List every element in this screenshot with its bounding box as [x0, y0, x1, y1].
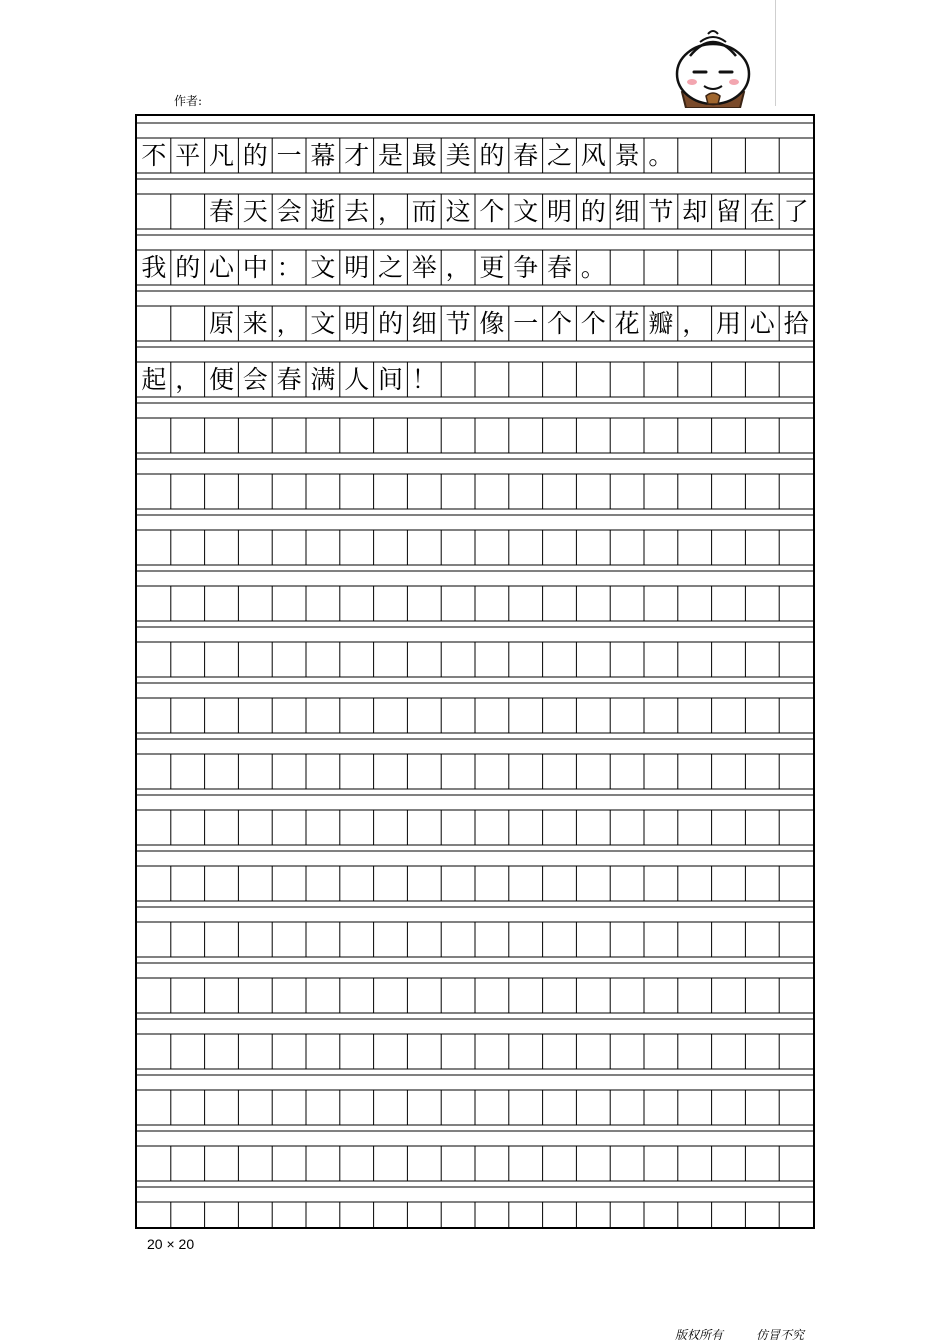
grid-character: 春: [546, 253, 572, 282]
grid-character: ：: [276, 253, 302, 282]
grid-character: 中: [242, 253, 268, 282]
grid-character: 拾: [783, 309, 809, 338]
grid-character: 春: [208, 197, 234, 226]
footer-warning: 仿冒不究: [756, 1328, 805, 1342]
grid-character: 天: [242, 197, 268, 226]
grid-character: 。: [648, 141, 674, 170]
grid-size-label: 20 × 20: [147, 1236, 195, 1252]
grid-character: 的: [580, 197, 606, 226]
grid-character: 举: [411, 253, 437, 282]
grid-character: 春: [276, 365, 302, 394]
grid-character: 个: [546, 309, 572, 338]
grid-character: 才: [344, 141, 370, 170]
grid-character: 景: [614, 141, 640, 170]
grid-character: 便: [208, 365, 234, 394]
grid-character: 会: [276, 197, 302, 226]
footer-copyright: 版权所有: [675, 1328, 724, 1342]
grid-character: 起: [141, 365, 167, 394]
grid-character: 满: [310, 365, 336, 394]
grid-character: 间: [377, 365, 403, 394]
grid-character: 美: [445, 141, 471, 170]
grid-character: 文: [513, 197, 539, 226]
grid-character: 节: [648, 197, 674, 226]
grid-character: 会: [242, 365, 268, 394]
grid-character: 用: [715, 309, 741, 338]
grid-character: 春: [513, 141, 539, 170]
grid-character: 像: [479, 309, 505, 338]
grid-character: 花: [614, 309, 640, 338]
grid-character: 更: [479, 253, 505, 282]
grid-character: 这: [445, 197, 471, 226]
grid-character: 一: [276, 141, 302, 170]
grid-character: 最: [411, 141, 437, 170]
grid-character: 的: [242, 141, 268, 170]
dumpling-mascot-icon: [668, 22, 758, 108]
grid-character: 文: [310, 253, 336, 282]
grid-character: ，: [377, 197, 403, 226]
grid-character: 节: [445, 309, 471, 338]
grid-character: 却: [682, 197, 708, 226]
grid-character: 而: [411, 197, 437, 226]
grid-character: 明: [344, 253, 370, 282]
grid-character: 了: [783, 197, 809, 226]
grid-character: 是: [377, 141, 403, 170]
grid-character: 幕: [310, 141, 336, 170]
grid-character: ！: [411, 365, 437, 394]
grid-character: 原: [208, 309, 234, 338]
author-label: 作者:: [174, 94, 203, 108]
grid-character: 瓣: [648, 309, 674, 338]
grid-character: 。: [580, 253, 606, 282]
grid-character: 文: [310, 309, 336, 338]
grid-character: ，: [276, 309, 302, 338]
grid-character: 不: [141, 141, 167, 170]
grid-character: 之: [546, 141, 572, 170]
grid-character: 细: [411, 309, 437, 338]
grid-character: ，: [682, 309, 708, 338]
grid-character: 心: [749, 309, 775, 338]
grid-character: 个: [580, 309, 606, 338]
grid-character: 人: [344, 365, 370, 394]
grid-character: 留: [715, 197, 741, 226]
grid-character: 的: [479, 141, 505, 170]
grid-character: 凡: [208, 141, 234, 170]
grid-character: 我: [141, 253, 167, 282]
grid-character: 争: [513, 253, 539, 282]
grid-character: 之: [377, 253, 403, 282]
grid-character: 细: [614, 197, 640, 226]
grid-character: 平: [175, 141, 201, 170]
grid-character: 风: [580, 141, 606, 170]
grid-character: 明: [546, 197, 572, 226]
grid-character: 的: [175, 253, 201, 282]
grid-character: ，: [175, 365, 201, 394]
grid-character: 个: [479, 197, 505, 226]
writing-grid-sheet: [135, 114, 815, 1229]
grid-character: 明: [344, 309, 370, 338]
header-rule: [775, 0, 776, 106]
grid-character: 的: [377, 309, 403, 338]
grid-character: ，: [445, 253, 471, 282]
grid-character: 心: [208, 253, 234, 282]
grid-character: 去: [344, 197, 370, 226]
grid-character: 在: [749, 197, 775, 226]
grid-character: 逝: [310, 197, 336, 226]
grid-character: 来: [242, 309, 268, 338]
grid-character: 一: [513, 309, 539, 338]
